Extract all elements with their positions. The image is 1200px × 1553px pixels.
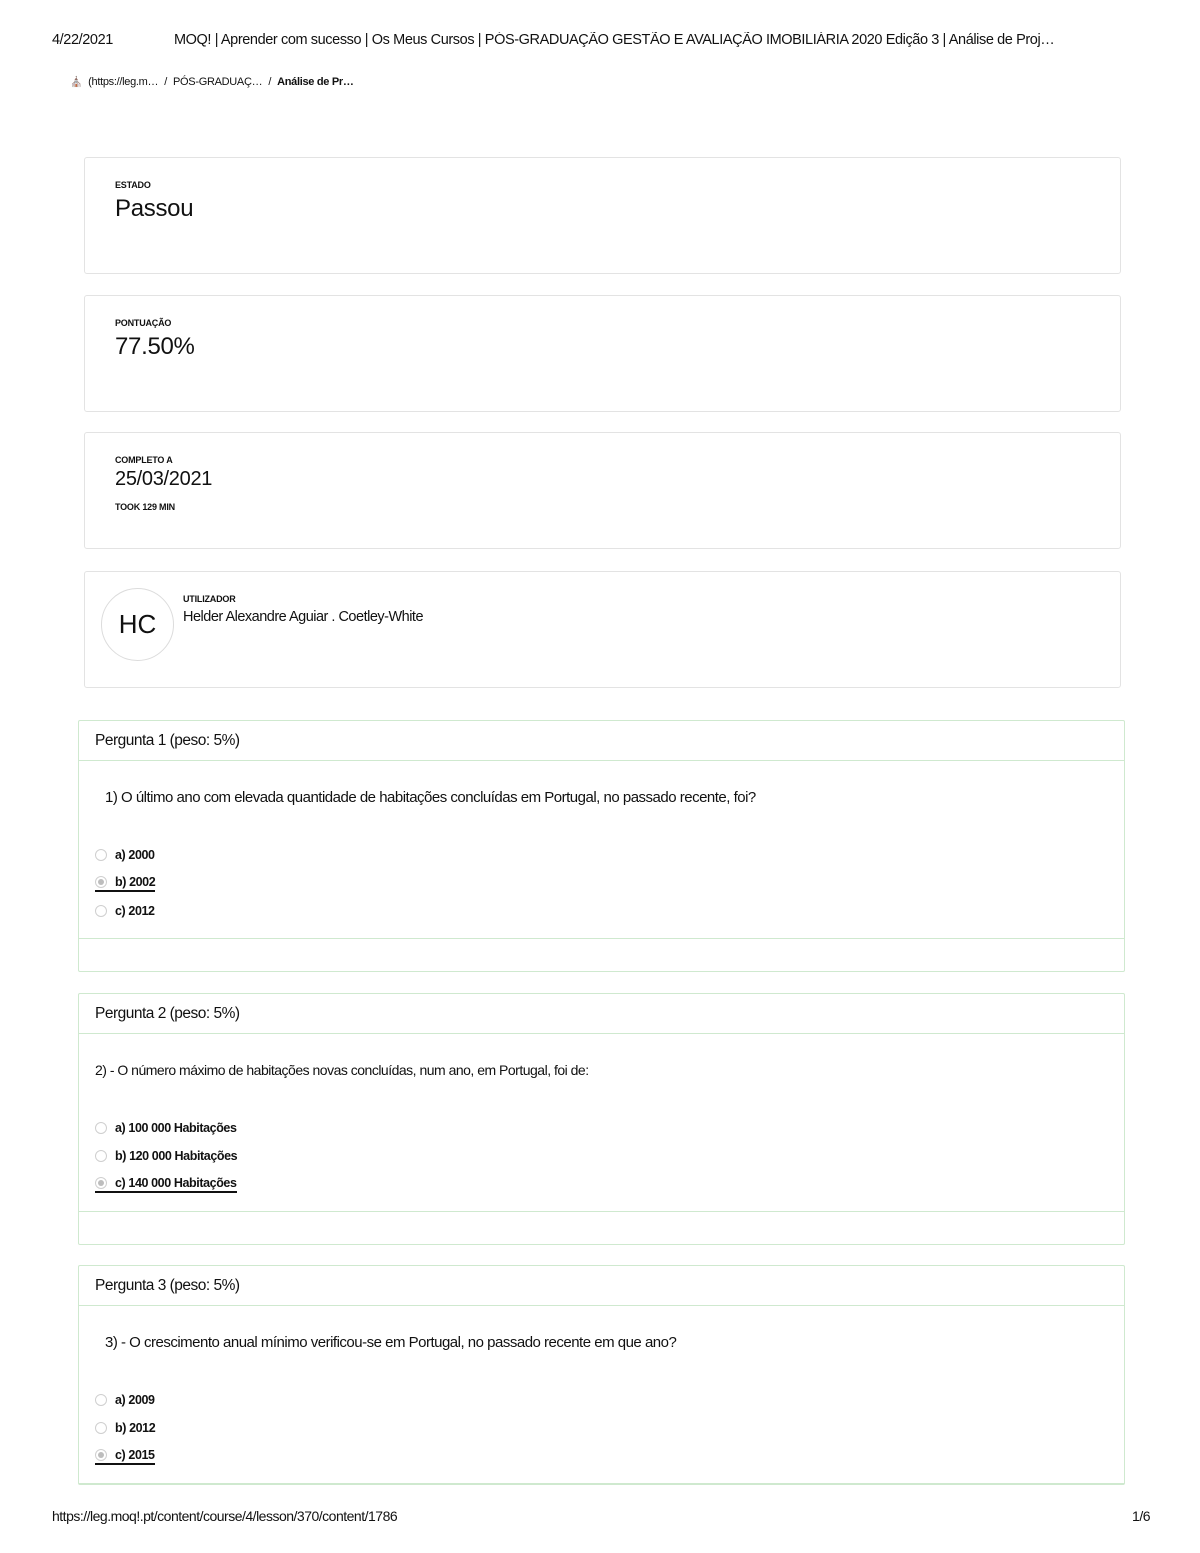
answer-label: b) 120 000 Habitações bbox=[115, 1149, 238, 1163]
radio-icon[interactable] bbox=[95, 905, 107, 917]
user-label: UTILIZADOR bbox=[183, 594, 236, 604]
radio-checked-icon[interactable] bbox=[95, 876, 107, 888]
print-url: https://leg.moq!.pt/content/course/4/lesson/370/content/1786 bbox=[52, 1508, 398, 1524]
completed-card bbox=[84, 432, 1121, 549]
radio-icon[interactable] bbox=[95, 1422, 107, 1434]
answer-option[interactable] bbox=[95, 1142, 237, 1170]
score-card bbox=[84, 295, 1121, 412]
avatar: HC bbox=[101, 588, 174, 661]
question-card bbox=[78, 720, 1125, 972]
question-header: Pergunta 3 (peso: 5%) bbox=[79, 1266, 1124, 1306]
breadcrumb bbox=[70, 76, 354, 88]
status-value: Passou bbox=[115, 195, 194, 222]
print-page-title: MOQ! | Aprender com sucesso | Os Meus Cursos | PÓS-GRADUAÇÃO GESTÃO E AVALIAÇÃO IMOBILIÁRIA 2020 Edição 3 | Análise de Proj… bbox=[174, 32, 1055, 48]
breadcrumb-current: Análise de Pr… bbox=[277, 76, 354, 88]
user-card bbox=[84, 571, 1121, 688]
score-value: 77.50% bbox=[115, 333, 195, 360]
breadcrumb-course-link[interactable]: PÓS-GRADUAÇ… bbox=[173, 76, 263, 88]
duration-text: TOOK 129 MIN bbox=[115, 502, 175, 512]
breadcrumb-home-link[interactable]: (https://leg.m… bbox=[88, 76, 159, 88]
radio-checked-icon[interactable] bbox=[95, 1177, 107, 1189]
answer-label: a) 2000 bbox=[115, 848, 155, 862]
completed-label: COMPLETO A bbox=[115, 455, 173, 465]
answer-option-selected[interactable] bbox=[95, 1442, 155, 1470]
radio-icon[interactable] bbox=[95, 1122, 107, 1134]
breadcrumb-separator: / bbox=[164, 76, 167, 88]
completed-date: 25/03/2021 bbox=[115, 468, 213, 490]
answer-option[interactable] bbox=[95, 841, 155, 869]
status-card bbox=[84, 157, 1121, 274]
question-header: Pergunta 1 (peso: 5%) bbox=[79, 721, 1124, 761]
breadcrumb-separator: / bbox=[268, 76, 272, 88]
print-date: 4/22/2021 bbox=[52, 32, 113, 48]
answer-options bbox=[95, 841, 155, 925]
score-label: PONTUAÇÃO bbox=[115, 318, 172, 328]
answer-label: a) 100 000 Habitações bbox=[115, 1121, 237, 1135]
radio-icon[interactable] bbox=[95, 849, 107, 861]
question-text: 3) - O crescimento anual mínimo verificou-se em Portugal, no passado recente em que ano? bbox=[105, 1334, 677, 1351]
page-number: 1/6 bbox=[1132, 1508, 1150, 1524]
question-text: 1) O último ano com elevada quantidade de habitações concluídas em Portugal, no passado recente, foi? bbox=[105, 789, 756, 806]
question-footer bbox=[79, 939, 1124, 971]
question-text: 2) - O número máximo de habitações novas concluídas, num ano, em Portugal, foi de: bbox=[95, 1062, 589, 1078]
answer-option-selected[interactable] bbox=[95, 1170, 237, 1198]
answer-options bbox=[95, 1114, 237, 1198]
radio-icon[interactable] bbox=[95, 1394, 107, 1406]
answer-option[interactable] bbox=[95, 897, 155, 925]
answer-label: a) 2009 bbox=[115, 1393, 155, 1407]
print-header bbox=[52, 32, 1150, 52]
answer-option[interactable] bbox=[95, 1414, 155, 1442]
question-footer bbox=[79, 1212, 1124, 1244]
answer-label: c) 140 000 Habitações bbox=[115, 1175, 237, 1190]
answer-label: b) 2002 bbox=[115, 874, 156, 889]
answer-label: c) 2015 bbox=[115, 1447, 155, 1462]
status-label: ESTADO bbox=[115, 180, 151, 190]
user-name: Helder Alexandre Aguiar . Coetley-White bbox=[183, 609, 424, 625]
question-card bbox=[78, 993, 1125, 1245]
answer-option[interactable] bbox=[95, 1114, 237, 1142]
question-card bbox=[78, 1265, 1125, 1485]
question-header: Pergunta 2 (peso: 5%) bbox=[79, 994, 1124, 1034]
answer-label: c) 2012 bbox=[115, 904, 155, 918]
answer-label: b) 2012 bbox=[115, 1421, 156, 1435]
home-icon[interactable]: ⛪ bbox=[70, 76, 83, 88]
answer-option-selected[interactable] bbox=[95, 869, 155, 897]
answer-options bbox=[95, 1386, 155, 1470]
answer-option[interactable] bbox=[95, 1386, 155, 1414]
radio-checked-icon[interactable] bbox=[95, 1449, 107, 1461]
radio-icon[interactable] bbox=[95, 1150, 107, 1162]
